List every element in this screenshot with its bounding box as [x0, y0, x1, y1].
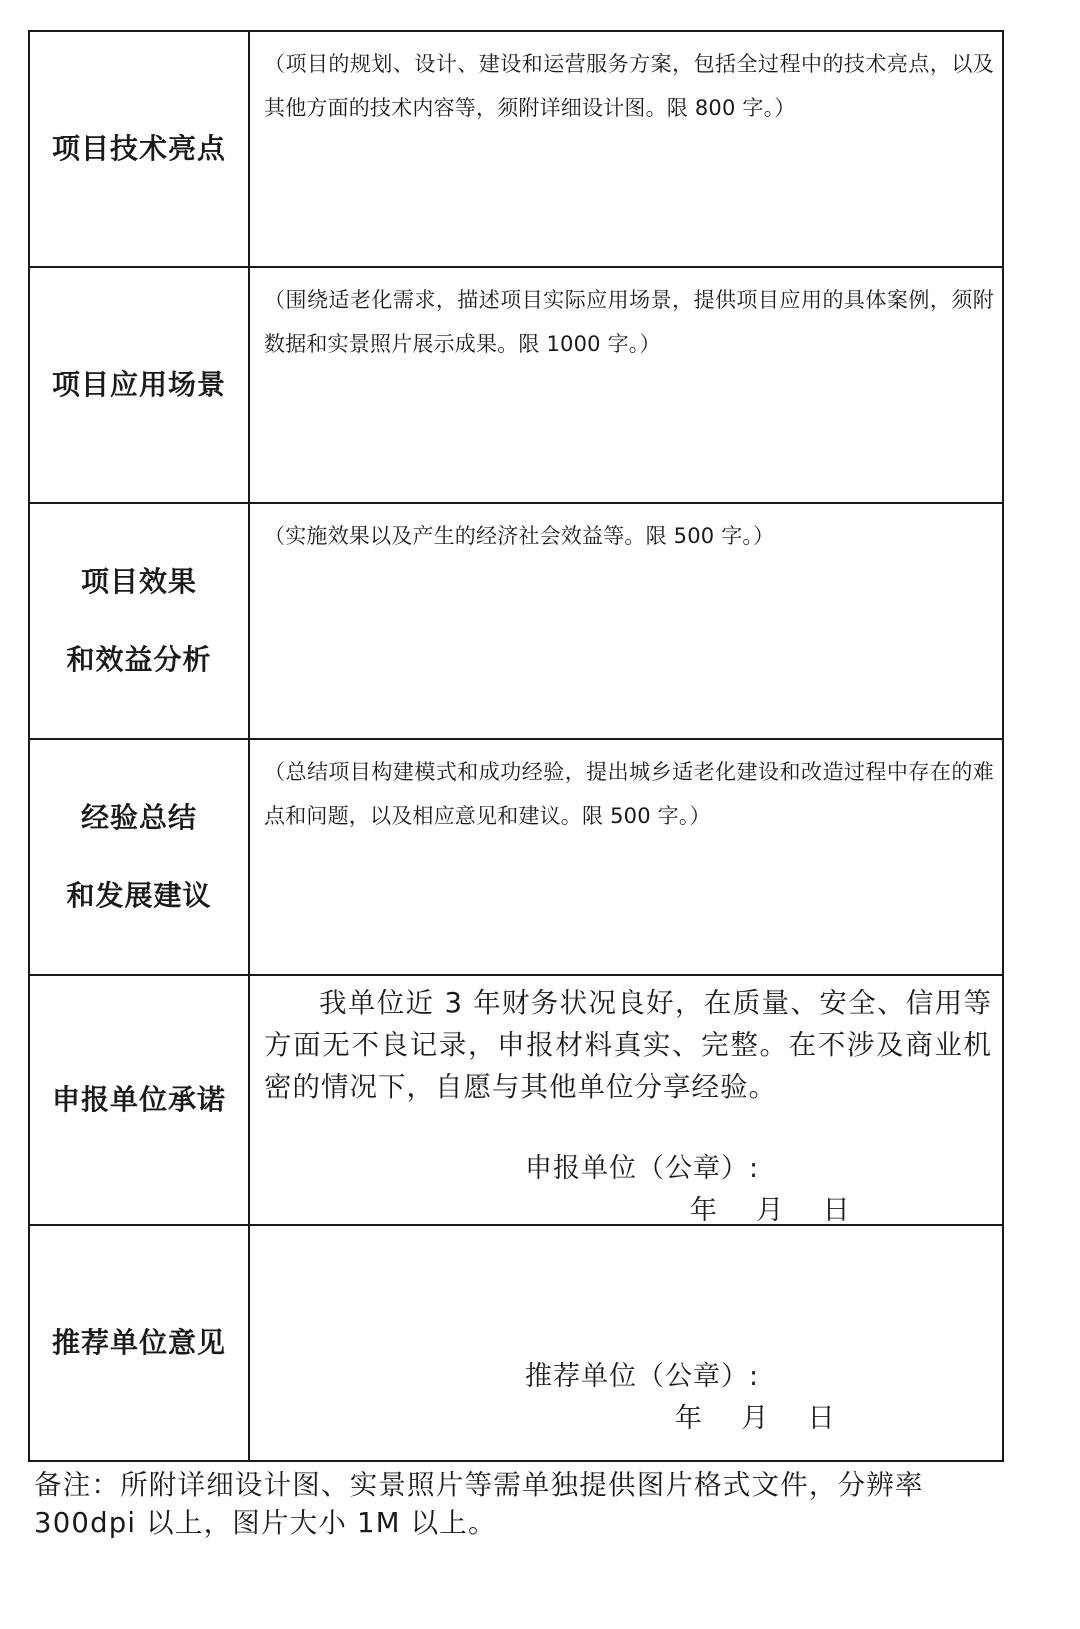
- label-text: 项目应用场景: [51, 368, 226, 402]
- label-experience-suggestions: [29, 739, 249, 975]
- applicant-seal-label: 申报单位（公章）:: [525, 1153, 760, 1184]
- hint-application-scenarios: （围绕适老化需求，描述项目实际应用场景，提供项目应用的具体案例，须附数据和实景照片展示成果。限 1000 字。）: [264, 288, 994, 356]
- row-recommendation: [29, 1225, 1003, 1461]
- field-experience-suggestions[interactable]: [249, 739, 1003, 975]
- label-commitment: [29, 975, 249, 1225]
- label-recommendation: [29, 1225, 249, 1461]
- label-text: 项目技术亮点: [51, 132, 226, 166]
- commitment-statement: 我单位近 3 年财务状况良好，在质量、安全、信用等方面无不良记录，申报材料真实、完整。在不涉及商业机密的情况下，自愿与其他单位分享经验。: [264, 987, 992, 1103]
- field-recommendation[interactable]: [249, 1225, 1003, 1461]
- label-tech-highlights: [29, 31, 249, 267]
- label-application-scenarios: [29, 267, 249, 503]
- label-text-line1: 项目效果: [80, 565, 197, 599]
- field-tech-highlights[interactable]: [249, 31, 1003, 267]
- field-effects-benefits[interactable]: [249, 503, 1003, 739]
- applicant-date-label: 年 月 日: [690, 1195, 851, 1226]
- hint-tech-highlights: （项目的规划、设计、建设和运营服务方案，包括全过程中的技术亮点，以及其他方面的技术内容等，须附详细设计图。限 800 字。）: [264, 52, 994, 120]
- recommender-seal-label: 推荐单位（公章）:: [525, 1361, 760, 1392]
- row-application-scenarios: [29, 267, 1003, 503]
- hint-effects-benefits: （实施效果以及产生的经济社会效益等。限 500 字。）: [264, 524, 775, 548]
- field-commitment[interactable]: [249, 975, 1003, 1225]
- label-text-line2: 和效益分析: [66, 643, 212, 676]
- label-text: 申报单位承诺: [51, 1083, 226, 1117]
- application-form-table: [28, 30, 1004, 1462]
- row-commitment: [29, 975, 1003, 1225]
- label-text-line2: 和发展建议: [66, 879, 212, 912]
- recommender-date-label: 年 月 日: [675, 1403, 836, 1434]
- field-application-scenarios[interactable]: [249, 267, 1003, 503]
- row-effects-benefits: [29, 503, 1003, 739]
- label-text: 推荐单位意见: [51, 1326, 226, 1360]
- row-experience-suggestions: [29, 739, 1003, 975]
- hint-experience-suggestions: （总结项目构建模式和成功经验，提出城乡适老化建设和改造过程中存在的难点和问题，以及相应意见和建议。限 500 字。）: [264, 760, 994, 828]
- label-effects-benefits: [29, 503, 249, 739]
- row-tech-highlights: [29, 31, 1003, 267]
- footnote: 备注：所附详细设计图、实景照片等需单独提供图片格式文件，分辨率 300dpi 以上，图片大小 1M 以上。: [34, 1469, 924, 1539]
- label-text-line1: 经验总结: [80, 801, 197, 835]
